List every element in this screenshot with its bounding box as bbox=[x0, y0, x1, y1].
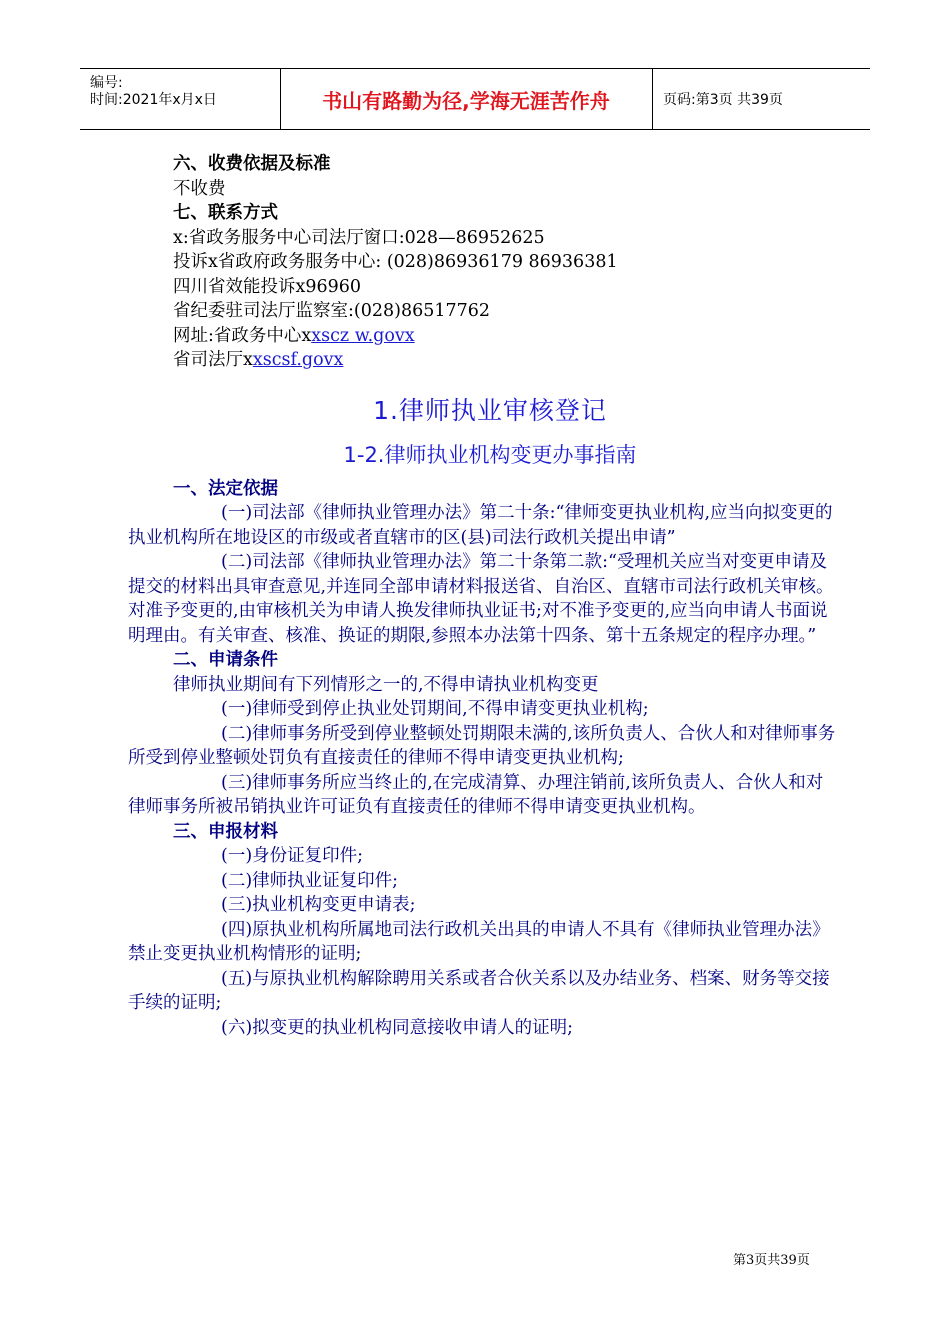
material-item: (五)与原执业机构解除聘用关系或者合伙关系以及办结业务、档案、财务等交接手续的证明; bbox=[128, 968, 830, 1013]
header-motto-cell bbox=[280, 69, 653, 129]
contact-line: x:省政务服务中心司法厅窗口:028—86952625 bbox=[173, 227, 545, 248]
conditions-intro: 律师执业期间有下列情形之一的,不得申请执业机构变更 bbox=[173, 674, 599, 695]
contact-line: 投诉x省政府政务服务中心: (028)86936179 86936381 bbox=[173, 252, 618, 272]
section6-heading: 六、收费依据及标准 bbox=[173, 154, 331, 174]
conditions-heading: 二、申请条件 bbox=[173, 650, 278, 670]
section6-text: 不收费 bbox=[173, 178, 226, 199]
document-body bbox=[80, 152, 840, 1040]
material-item: (六)拟变更的执业机构同意接收申请人的证明; bbox=[221, 1017, 574, 1038]
header-meta bbox=[80, 69, 281, 129]
legal-heading: 一、法定依据 bbox=[173, 478, 278, 499]
page-header bbox=[80, 68, 870, 130]
header-page-label: 页码:第3页 共39页 bbox=[663, 92, 783, 108]
condition-item: (三)律师事务所应当终止的,在完成清算、办理注销前,该所负责人、合伙人和对律师事务所被吊销执业许可证负有直接责任的律师不得申请变更执业机构。 bbox=[128, 772, 824, 817]
website-prefix: 网址:省政务中心x bbox=[173, 325, 312, 346]
website-prefix: 省司法厅x bbox=[173, 350, 253, 370]
material-item: (二)律师执业证复印件; bbox=[221, 870, 399, 891]
legal-paragraph: (二)司法部《律师执业管理办法》第二十条第二款:“受理机关应当对变更申请及提交的材料出具审查意见,并连同全部申请材料报送省、自治区、直辖市司法行政机关审核。对准予变更的,由审核机关为申请人换发律师执业证书;对不准予变更的,应当向申请人书面说明理由。有关审查、核准、换证的期限,参照本办法第十四条、第十五条规定的程序办理。” bbox=[128, 552, 834, 646]
contact-line: 四川省效能投诉x96960 bbox=[173, 276, 362, 297]
legal-paragraph: (一)司法部《律师执业管理办法》第二十条:“律师变更执业机构,应当向拟变更的执业机构所在地设区的市级或者直辖市的区(县)司法行政机关提出申请” bbox=[128, 503, 833, 548]
website-link[interactable]: xscz w.govx bbox=[311, 325, 415, 346]
website-line bbox=[80, 348, 840, 373]
doc-title: 1.律师执业审核登记 bbox=[373, 395, 607, 425]
page-footer: 第3页共39页 bbox=[733, 1253, 810, 1268]
material-item: (三)执业机构变更申请表; bbox=[221, 895, 416, 915]
website-line bbox=[80, 324, 840, 349]
website-link[interactable]: xscsf.govx bbox=[252, 350, 344, 370]
header-motto: 书山有路勤为径,学海无涯苦作舟 bbox=[322, 88, 610, 113]
condition-item: (二)律师事务所受到停业整顿处罚期限未满的,该所负责人、合伙人和对律师事务所受到停业整顿处罚负有直接责任的律师不得申请变更执业机构; bbox=[128, 723, 836, 768]
material-item: (一)身份证复印件; bbox=[221, 846, 364, 866]
material-item: (四)原执业机构所属地司法行政机关出具的申请人不具有《律师执业管理办法》禁止变更执业机构情形的证明; bbox=[128, 919, 830, 964]
time-label: 时间:2021年x月x日 bbox=[90, 92, 217, 108]
section7-heading: 七、联系方式 bbox=[173, 203, 278, 223]
materials-heading: 三、申报材料 bbox=[173, 821, 278, 842]
condition-item: (一)律师受到停止执业处罚期间,不得申请变更执业机构; bbox=[221, 699, 649, 719]
contact-line: 省纪委驻司法厅监察室:(028)86517762 bbox=[173, 301, 491, 321]
doc-subtitle: 1-2.律师执业机构变更办事指南 bbox=[343, 442, 637, 467]
number-label: 编号: bbox=[90, 75, 123, 91]
